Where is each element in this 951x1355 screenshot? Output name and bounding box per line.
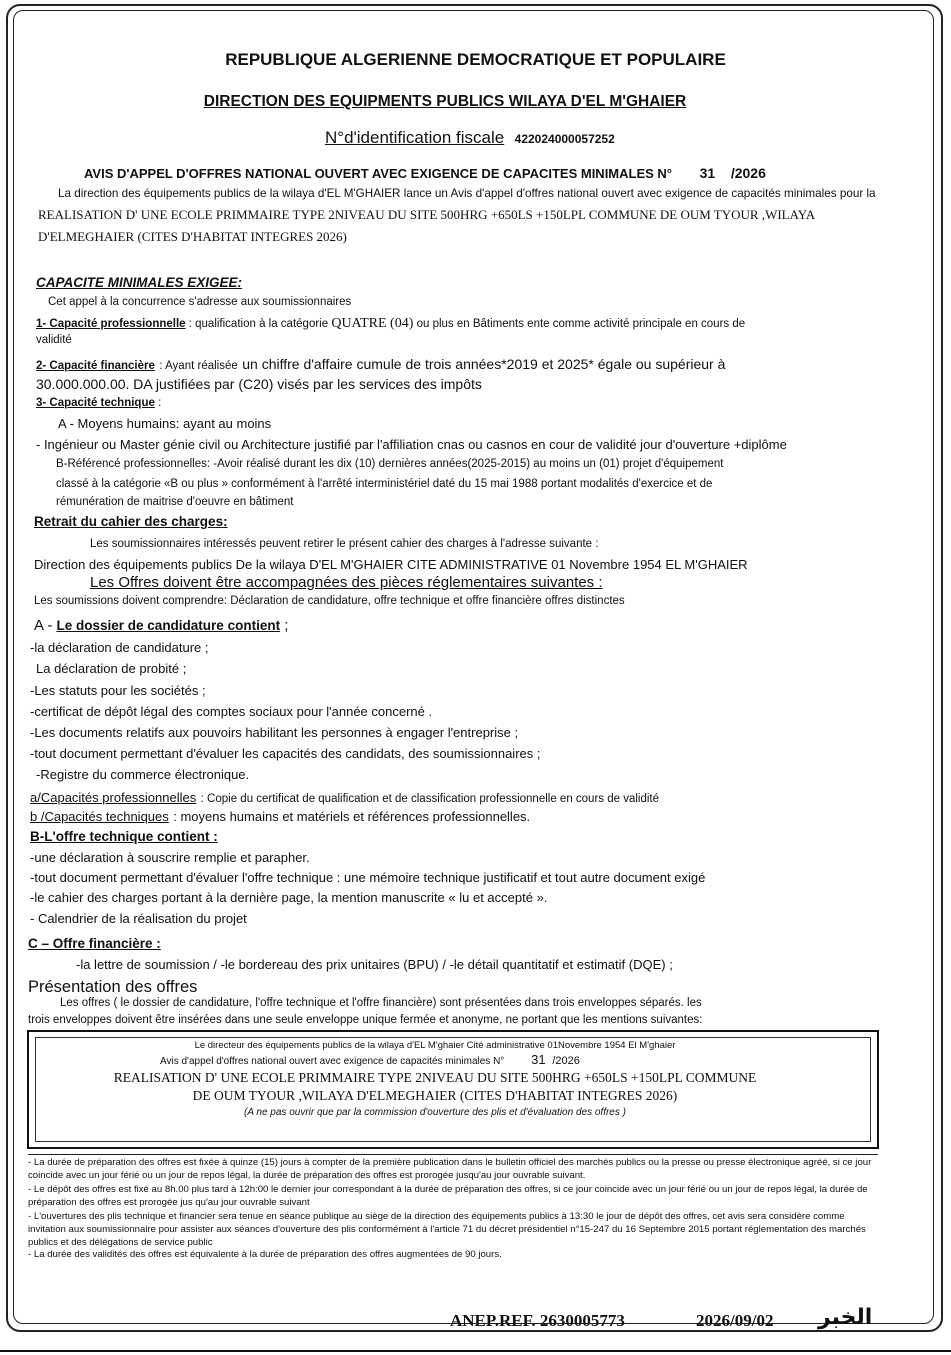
fiscal-id-value: 422024000057252 [514,132,615,146]
dossier-item: La déclaration de probité ; [36,661,187,676]
bottom-border [0,1350,951,1352]
dossier-item: -Les statuts pour les sociétés ; [30,683,206,698]
republic-title: REPUBLIQUE ALGERIENNE DEMOCRATIQUE ET POPULAIRE [225,50,726,69]
fiscal-id [325,128,615,148]
retrait-heading: Retrait du cahier des charges: [34,514,228,529]
dossier-heading-text: Le dossier de candidature contient [56,618,281,633]
offre-fin-heading: C – Offre financière : [28,936,161,951]
offre-tech-heading: B-L'offre technique contient : [30,829,218,844]
dossier-heading-suffix: ; [284,617,289,634]
publication-date: 2026/09/02 [696,1311,774,1330]
anep-ref: ANEP.REF. 2630005773 [450,1311,625,1330]
retrait-line1: Les soumissionnaires intéressés peuvent retirer le présent cahier des charges à l'adresse suivante : [90,538,599,550]
avis-project: REALISATION D' UNE ECOLE PRIMMAIRE TYPE 2NIVEAU DU SITE 500HRG +650LS +150LPL COMMUNE DE OUM TYOUR ,WILAYA D'ELMEGHAIER (CITES D'HABITAT INTEGRES 2026) [38,207,815,244]
cap-pro-text: : Copie du certificat de qualification et de classification professionnelle en cours de validité [200,793,660,805]
avis-number: 31 [699,165,716,181]
note-item: - L'ouvertures des plis technique et financier sera tenue en séance publique au siège de la direction des équipements publics à 13:30 le jour de dépôt des offres, cet avis sera considère comme invitation aux soumissionnaire pour assister aux séances d'ouverture des plis conformément à l'article 71 du décret présidentiel n°15-247 du 16 Septembre 2015 portant réglementation des marchés publics et des délégations de service public [28,1211,866,1248]
presentation-line1: Les offres ( le dossier de candidature, l'offre technique et l'offre financière) sont présentées dans trois enveloppes séparés. les [60,997,702,1009]
offre-tech-item: -tout document permettant d'évaluer l'offre technique : une mémoire technique justificatif et tout autre document exigé [30,870,706,885]
fiscal-id-label: N°d'identification fiscale [325,128,505,147]
dossier-heading [34,617,288,634]
capacite-pro [36,316,745,332]
presentation-heading: Présentation des offres [28,978,198,996]
capacite-pro-text-b: ou plus en Bâtiments ente comme activité principale en cours de [416,318,746,330]
capacite-tech-label: 3- Capacité technique [36,397,155,409]
cap-tech-label: b /Capacités techniques [30,809,169,824]
dossier-item: -Registre du commerce électronique. [36,767,250,782]
cap-tech-text: : moyens humains et matériels et références professionnelles. [173,809,531,824]
moyens-humains: A - Moyens humains: ayant au moins [58,416,272,431]
references-b: classé à la catégorie «B ou plus » conformément à l'arrêté interministériel daté du 15 mai 1988 portant modalités d'exercice et de [56,478,713,490]
capacites-pro-doc [30,789,659,807]
ingenieur: - Ingénieur ou Master génie civil ou Architecture justifié par l'affiliation cnas ou casnos en cour de validité jour d'ouverture +diplôme [36,437,787,452]
dossier-item: -tout document permettant d'évaluer les capacités des candidats, des soumissionnaires ; [30,746,541,761]
capacite-tech [36,397,161,409]
envelope-project-a: REALISATION D' UNE ECOLE PRIMMAIRE TYPE 2NIVEAU DU SITE 500HRG +650LS +150LPL COMMUNE [113,1070,757,1085]
dossier-heading-prefix: A - [34,617,53,634]
capacites-tech-doc [30,808,530,826]
cap-pro-label: a/Capacités professionnelles [30,790,197,805]
capacite-pro-label: 1- Capacité professionnelle [36,318,186,330]
offre-fin-text: -la lettre de soumission / -le bordereau des prix unitaires (BPU) / -le détail quantitatif et estimatif (DQE) ; [76,957,673,972]
capacite-pro-cat: QUATRE (04) [331,316,414,331]
capacite-fin [36,356,725,374]
offre-tech-item: -une déclaration à souscrire remplie et parapher. [30,850,310,865]
envelope-line2 [160,1052,580,1067]
capacites-heading: CAPACITE MINIMALES EXIGEE: [36,275,243,290]
capacite-fin-text-b: un chiffre d'affaire cumule de trois années*2019 et 2025* égale ou supérieur à [242,356,726,372]
dossier-item: -la déclaration de candidature ; [30,640,209,655]
envelope-number: 31 [531,1052,546,1067]
newspaper-logo: الخبر [818,1305,873,1330]
envelope-line2-text: Avis d'appel d'offres national ouvert avec exigence de capacités minimales N° [160,1056,505,1067]
envelope-line1: Le directeur des équipements publics de la wilaya d'EL M'ghaier Cité administrative 01Novembre 1954 El M'ghaier [194,1040,676,1051]
retrait-offres: Les Offres doivent être accompagnées des pièces réglementaires suivantes : [90,574,603,591]
avis-intro [38,183,898,248]
notes-divider [28,1154,878,1155]
offre-tech-item: -le cahier des charges portant à la dernière page, la mention manuscrite « lu et accepté ». [30,890,548,905]
capacite-tech-colon: : [158,397,162,409]
dossier-item: -certificat de dépôt légal des comptes sociaux pour l'année concerné . [30,704,433,719]
note-item: - La durée de préparation des offres est fixée à quinze (15) jours à compter de la première publication dans le bulletin officiel des marchés publics ou la presse ou presse électronique agréé, si ce jour coincide avec un jour férié ou un jour de repos légal, la durée de préparation des offres est prorogée jusqu'au jour ouvrable suivant. [28,1157,872,1181]
avis-title [84,165,766,181]
direction-title: DIRECTION DES EQUIPMENTS PUBLICS WILAYA D'EL M'GHAIER [203,93,687,110]
retrait-soumissions: Les soumissions doivent comprendre: Déclaration de candidature, offre technique et offre financière offres distinctes [34,595,625,607]
envelope-year: /2026 [552,1055,580,1067]
avis-year: /2026 [730,165,766,181]
notes [28,1157,883,1262]
capacite-pro-text-a: : qualification à la catégorie [188,318,329,330]
presentation-line2: trois enveloppes doivent être insérées dans une seule enveloppe unique fermée et anonyme, ne portant que les mentions suivantes: [28,1014,703,1026]
capacite-pro-cont: validité [36,334,72,346]
avis-intro-text: La direction des équipements publics de la wilaya d'EL M'GHAIER lance un Avis d'appel d'offres national ouvert avec exigence de capacités minimales pour la [58,187,876,200]
capacite-fin-text-a: : Ayant réalisée [159,360,238,372]
offre-tech-item: - Calendrier de la réalisation du projet [30,911,247,926]
envelope-note: (A ne pas ouvrir que par la commission d'ouverture des plis et d'évaluation des offres ) [244,1107,626,1118]
references-a: B-Référencé professionnelles: -Avoir réalisé durant les dix (10) dernières années(2025-2015) au moins un (01) projet d'équipement [56,458,724,470]
references-c: rémunération de maitrise d'oeuvre en bâtiment [56,496,294,508]
retrait-address: Direction des équipements publics De la wilaya D'EL M'GHAIER CITE ADMINISTRATIVE 01 Novembre 1954 EL M'GHAIER [34,557,748,572]
capacites-intro: Cet appel à la concurrence s'adresse aux soumissionnaires [48,296,352,308]
envelope-project-b: DE OUM TYOUR ,WILAYA D'ELMEGHAIER (CITES D'HABITAT INTEGRES 2026) [192,1088,678,1103]
note-item: - La durée des validités des offres est équivalente à la durée de préparation des offres augmentées de 90 jours. [28,1249,502,1261]
avis-title-text: AVIS D'APPEL D'OFFRES NATIONAL OUVERT AVEC EXIGENCE DE CAPACITES MINIMALES N° [84,166,673,181]
dossier-item: -Les documents relatifs aux pouvoirs habilitant les personnes à engager l'entreprise ; [30,725,519,740]
capacite-fin-label: 2- Capacité financière [36,360,155,372]
note-item: - Le dépôt des offres est fixé au 8h.00 plus tard à 12h:00 le dernier jour correspondant à la durée de préparation des offres, si ce jour coincide avec un jour férié ou un jour de repos légal, la durée de préparation des offres est prorogée jus qu'au jour ouvrable suivant [28,1184,868,1208]
capacite-fin-cont: 30.000.000.00. DA justifiées par (C20) visés par les services des impôts [36,376,482,392]
